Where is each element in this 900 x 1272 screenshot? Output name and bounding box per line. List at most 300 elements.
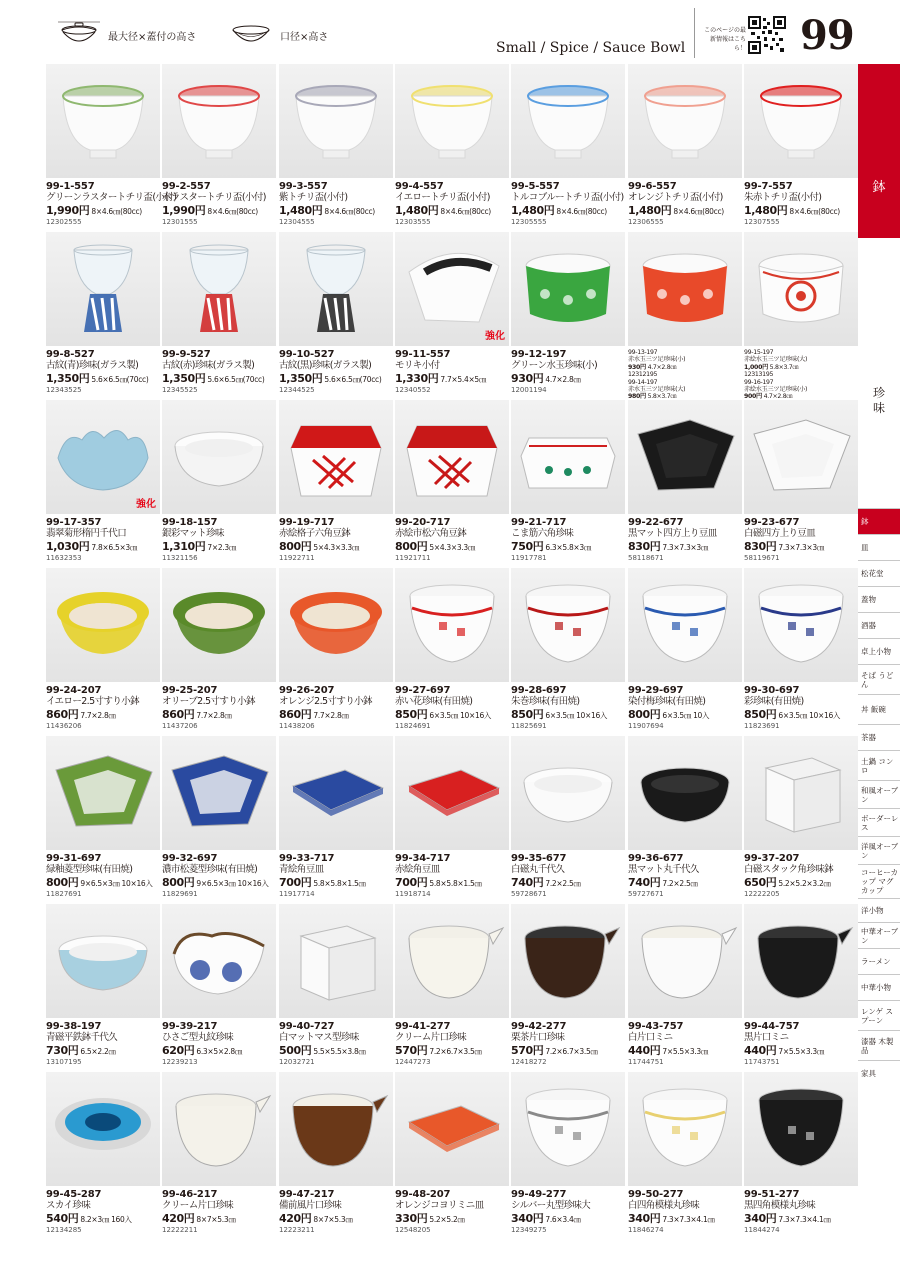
product-card[interactable] xyxy=(395,904,509,1080)
product-info xyxy=(46,1021,162,1068)
sidebar-nav-item-1[interactable]: 皿 xyxy=(858,534,900,560)
product-info xyxy=(511,181,627,228)
product-card[interactable] xyxy=(279,232,393,408)
product-photo[interactable] xyxy=(511,904,625,1018)
product-price: 750円 xyxy=(511,540,544,553)
product-info xyxy=(46,1189,162,1236)
product-photo[interactable] xyxy=(46,232,160,346)
product-jan: 12032721 xyxy=(279,1058,315,1066)
product-name: ひさご型丸紋珍味 xyxy=(162,1032,234,1043)
product-card[interactable] xyxy=(46,1072,160,1248)
product-info xyxy=(162,1021,278,1068)
product-photo[interactable] xyxy=(279,400,393,514)
product-jan: 12305555 xyxy=(511,218,547,226)
product-name: 赤ラスタートチリ盃(小付) xyxy=(162,192,266,203)
product-price: 1,480円 xyxy=(744,204,788,217)
product-photo[interactable] xyxy=(162,400,276,514)
product-card[interactable] xyxy=(46,904,160,1080)
sidebar-nav-item-6[interactable]: そば うどん xyxy=(858,664,900,694)
product-size: 5.2×5.2㎝ xyxy=(429,1215,465,1224)
product-code: 99-40-727 xyxy=(279,1021,335,1032)
product-card[interactable] xyxy=(511,736,625,912)
sidebar-nav-item-4[interactable]: 酒器 xyxy=(858,612,900,638)
product-photo[interactable] xyxy=(162,568,276,682)
product-photo[interactable] xyxy=(628,64,742,178)
product-photo[interactable] xyxy=(46,64,160,178)
product-code: 99-42-277 xyxy=(511,1021,567,1032)
product-code: 99-26-207 xyxy=(279,685,335,696)
product-card[interactable] xyxy=(511,232,625,408)
product-code: 99-34-717 xyxy=(395,853,451,864)
product-name: 赤い花珍味(有田焼) xyxy=(395,696,473,707)
product-card[interactable] xyxy=(511,568,625,744)
sidebar-nav-item-17[interactable]: 中華小物 xyxy=(858,974,900,1000)
product-photo[interactable] xyxy=(628,568,742,682)
product-card[interactable] xyxy=(511,64,625,240)
product-info xyxy=(46,517,162,564)
sidebar-nav-item-5[interactable]: 卓上小物 xyxy=(858,638,900,664)
section-title: Small / Spice / Sauce Bowl xyxy=(496,40,686,56)
product-jan: 12447273 xyxy=(395,1058,431,1066)
product-info xyxy=(395,1189,511,1236)
product-info xyxy=(511,517,627,564)
reinforced-badge: 強化 xyxy=(485,331,505,342)
variant-code: 99-14-197 xyxy=(628,378,658,386)
product-info xyxy=(46,685,162,732)
product-info xyxy=(279,1189,395,1236)
reinforced-badge: 強化 xyxy=(136,499,156,510)
sidebar-nav-item-20[interactable]: 家具 xyxy=(858,1060,900,1086)
product-info xyxy=(744,1021,860,1068)
product-jan: 11437206 xyxy=(162,722,198,730)
product-jan: 12306555 xyxy=(628,218,664,226)
bowl-illustration xyxy=(279,1072,393,1186)
product-price: 850円 xyxy=(511,708,544,721)
product-name: 黒片口ミニ xyxy=(744,1032,789,1043)
product-price: 830円 xyxy=(628,540,661,553)
product-size: 5.8×5.8×1.5㎝ xyxy=(429,879,482,888)
bowl-illustration xyxy=(395,400,509,514)
product-code: 99-38-197 xyxy=(46,1021,102,1032)
product-card[interactable] xyxy=(511,400,625,576)
product-card[interactable] xyxy=(46,400,160,576)
bowl-illustration xyxy=(162,64,276,178)
sidebar-nav-item-3[interactable]: 蓋物 xyxy=(858,586,900,612)
product-photo[interactable] xyxy=(744,1072,858,1186)
product-code: 99-46-217 xyxy=(162,1189,218,1200)
product-code: 99-36-677 xyxy=(628,853,684,864)
product-info xyxy=(628,1189,744,1236)
product-card[interactable] xyxy=(628,736,742,912)
product-photo[interactable] xyxy=(744,904,858,1018)
product-code: 99-9-527 xyxy=(162,349,211,360)
sidebar-nav-item-12[interactable]: 洋風オーブン xyxy=(858,836,900,864)
product-card[interactable] xyxy=(744,1072,858,1248)
product-size: 7.2×6.7×3.5㎝ xyxy=(545,1047,598,1056)
product-photo[interactable] xyxy=(744,568,858,682)
product-card[interactable] xyxy=(162,904,276,1080)
product-info xyxy=(162,349,278,396)
product-card[interactable] xyxy=(279,1072,393,1248)
product-name: クリーム片口珍味 xyxy=(162,1200,234,1211)
product-photo[interactable] xyxy=(511,64,625,178)
product-size: 5.6×6.5㎝(70cc) xyxy=(324,375,382,384)
product-code: 99-24-207 xyxy=(46,685,102,696)
product-name: こま筋六角珍味 xyxy=(511,528,574,539)
product-photo[interactable] xyxy=(162,232,276,346)
product-photo[interactable] xyxy=(279,64,393,178)
product-photo[interactable] xyxy=(511,400,625,514)
product-photo[interactable] xyxy=(628,1072,742,1186)
product-photo[interactable] xyxy=(395,904,509,1018)
product-price: 800円 xyxy=(162,876,195,889)
product-price: 570円 xyxy=(511,1044,544,1057)
product-photo[interactable] xyxy=(46,904,160,1018)
product-jan: 12222205 xyxy=(744,890,780,898)
product-code: 99-43-757 xyxy=(628,1021,684,1032)
bowl-illustration xyxy=(162,232,276,346)
product-code: 99-4-557 xyxy=(395,181,444,192)
sidebar-nav-item-0[interactable]: 鉢 xyxy=(858,508,900,534)
product-card[interactable] xyxy=(279,736,393,912)
product-card[interactable] xyxy=(279,64,393,240)
sidebar-nav-item-18[interactable]: レンゲ スプーン xyxy=(858,1000,900,1030)
product-size: 7.3×7.3×3㎝ xyxy=(778,543,825,552)
product-card[interactable] xyxy=(46,232,160,408)
product-card[interactable] xyxy=(395,1072,509,1248)
product-code: 99-11-557 xyxy=(395,349,451,360)
product-name: 白四角模様丸珍味 xyxy=(628,1200,700,1211)
product-card[interactable] xyxy=(628,232,742,408)
product-size: 8×4.6㎝(80cc) xyxy=(556,207,607,216)
product-photo[interactable] xyxy=(395,64,509,178)
product-card[interactable] xyxy=(744,64,858,240)
product-name: 古紋(黒)珍味(ガラス製) xyxy=(279,360,372,371)
product-name: シルバー丸型珍味大 xyxy=(511,1200,591,1211)
product-photo[interactable] xyxy=(744,64,858,178)
product-jan: 12343525 xyxy=(46,386,82,394)
product-price: 420円 xyxy=(162,1212,195,1225)
sidebar-nav-item-19[interactable]: 漆器 木製品 xyxy=(858,1030,900,1060)
product-size: 5×4.3×3.3㎝ xyxy=(429,543,476,552)
product-card[interactable] xyxy=(628,904,742,1080)
product-jan: 12304555 xyxy=(279,218,315,226)
bowl-illustration xyxy=(279,400,393,514)
product-photo[interactable] xyxy=(395,736,509,850)
product-card[interactable] xyxy=(279,568,393,744)
bowl-illustration xyxy=(744,904,858,1018)
bowl-illustration xyxy=(744,568,858,682)
product-size: 5.6×6.5㎝(70cc) xyxy=(207,375,265,384)
product-photo[interactable] xyxy=(162,736,276,850)
product-photo[interactable] xyxy=(46,400,160,514)
product-photo[interactable] xyxy=(279,568,393,682)
product-name: 古紋(赤)珍味(ガラス製) xyxy=(162,360,255,371)
product-price: 1,030円 xyxy=(46,540,90,553)
product-name: 白片口ミニ xyxy=(628,1032,673,1043)
product-card[interactable] xyxy=(628,400,742,576)
subcategory-label: 珍 味 xyxy=(872,386,885,415)
product-info xyxy=(395,517,511,564)
product-code: 99-33-717 xyxy=(279,853,335,864)
product-price: 740円 xyxy=(511,876,544,889)
product-photo[interactable] xyxy=(628,232,742,346)
product-info xyxy=(279,349,395,396)
product-price: 800円 xyxy=(395,540,428,553)
product-code: 99-3-557 xyxy=(279,181,328,192)
product-name: クリーム片口珍味 xyxy=(395,1032,467,1043)
product-card[interactable] xyxy=(395,400,509,576)
product-name: 黒マット丸千代久 xyxy=(628,864,699,875)
product-info xyxy=(628,853,744,900)
product-name: トルコブルートチリ盃(小付) xyxy=(511,192,624,203)
variant-size: 4.7×2.8㎝ xyxy=(647,363,677,371)
variant-jan: 12313195 xyxy=(744,371,774,379)
product-info xyxy=(162,517,278,564)
bowl-illustration xyxy=(46,904,160,1018)
bowl-illustration xyxy=(46,568,160,682)
bowl-illustration xyxy=(46,64,160,178)
product-photo[interactable] xyxy=(162,64,276,178)
bowl-illustration xyxy=(628,64,742,178)
product-jan: 11321156 xyxy=(162,554,198,562)
product-photo[interactable] xyxy=(744,736,858,850)
product-size: 7.7×2.8㎝ xyxy=(196,711,232,720)
product-photo[interactable] xyxy=(744,400,858,514)
qr-label: このページの最新情報はこちら！ xyxy=(704,27,746,52)
product-photo[interactable] xyxy=(511,232,625,346)
product-photo[interactable] xyxy=(395,232,509,346)
product-photo[interactable] xyxy=(279,736,393,850)
sidebar-nav-item-14[interactable]: 洋小物 xyxy=(858,898,900,922)
sidebar-nav-item-8[interactable]: 茶器 xyxy=(858,724,900,750)
bowl-illustration xyxy=(628,232,742,346)
product-code: 99-44-757 xyxy=(744,1021,800,1032)
bowl-icon xyxy=(226,20,276,50)
product-photo[interactable] xyxy=(395,568,509,682)
page-number: 99 xyxy=(800,12,854,59)
product-code: 99-17-357 xyxy=(46,517,102,528)
product-card[interactable] xyxy=(511,904,625,1080)
bowl-illustration xyxy=(511,1072,625,1186)
product-name: 濃市松菱型珍味(有田焼) xyxy=(162,864,258,875)
bowl-illustration xyxy=(628,1072,742,1186)
product-price: 440円 xyxy=(744,1044,777,1057)
variant-name: 赤絵水玉三ツ足珍味(小) xyxy=(744,386,808,394)
product-price: 850円 xyxy=(744,708,777,721)
product-name: オリーブ2.5寸すり小鉢 xyxy=(162,696,255,707)
product-code: 99-23-677 xyxy=(744,517,800,528)
bowl-illustration xyxy=(628,568,742,682)
product-size: 6×3.5㎝ xyxy=(429,711,459,720)
product-qty: 160入 xyxy=(111,1215,132,1224)
product-name: 栗茶片口珍味 xyxy=(511,1032,565,1043)
sidebar-nav-item-10[interactable]: 和風オーブン xyxy=(858,780,900,808)
product-code: 99-22-677 xyxy=(628,517,684,528)
product-card[interactable] xyxy=(279,904,393,1080)
product-size: 6.3×5×2.8㎝ xyxy=(196,1047,243,1056)
product-card[interactable] xyxy=(46,568,160,744)
product-name: オレンジ2.5寸すり小鉢 xyxy=(279,696,372,707)
product-size: 6.3×5.8×3㎝ xyxy=(545,543,592,552)
bowl-illustration xyxy=(511,568,625,682)
product-photo[interactable] xyxy=(279,1072,393,1186)
product-photo[interactable] xyxy=(511,1072,625,1186)
product-info xyxy=(628,685,744,732)
bowl-illustration xyxy=(744,64,858,178)
product-card[interactable] xyxy=(395,64,509,240)
sidebar-category-tab[interactable] xyxy=(858,64,900,238)
product-size: 6.5×2.2㎝ xyxy=(80,1047,116,1056)
product-card[interactable] xyxy=(162,1072,276,1248)
product-photo[interactable] xyxy=(511,736,625,850)
product-size: 7×5.5×3.3㎝ xyxy=(778,1047,825,1056)
product-info xyxy=(395,181,511,228)
product-price: 440円 xyxy=(628,1044,661,1057)
sidebar-nav-item-13[interactable]: コーヒーカップ マグカップ xyxy=(858,864,900,898)
product-code: 99-20-717 xyxy=(395,517,451,528)
product-photo[interactable] xyxy=(162,904,276,1018)
sidebar-nav-item-9[interactable]: 土鍋 コンロ xyxy=(858,750,900,780)
product-photo[interactable] xyxy=(628,400,742,514)
product-card[interactable] xyxy=(744,736,858,912)
product-jan: 12344525 xyxy=(279,386,315,394)
product-jan: 12001194 xyxy=(511,386,547,394)
product-photo[interactable] xyxy=(395,1072,509,1186)
product-price: 830円 xyxy=(744,540,777,553)
bowl-illustration xyxy=(395,1072,509,1186)
product-price: 1,990円 xyxy=(46,204,90,217)
bowl-illustration xyxy=(395,736,509,850)
product-card[interactable] xyxy=(395,568,509,744)
product-photo[interactable] xyxy=(46,568,160,682)
product-name: 黒四角模様丸珍味 xyxy=(744,1200,816,1211)
product-card[interactable] xyxy=(162,64,276,240)
sidebar-nav-item-11[interactable]: ボーダーレス xyxy=(858,808,900,836)
product-jan: 11743751 xyxy=(744,1058,780,1066)
product-photo[interactable] xyxy=(511,568,625,682)
product-price: 1,350円 xyxy=(162,372,206,385)
product-name: オレンジコヨリミニ皿 xyxy=(395,1200,484,1211)
product-photo[interactable] xyxy=(744,232,858,346)
product-size: 5.2×5.2×3.2㎝ xyxy=(778,879,831,888)
product-size: 9×6.5×3㎝ xyxy=(80,879,120,888)
product-card[interactable] xyxy=(395,736,509,912)
qr-code-icon[interactable] xyxy=(748,16,786,54)
product-card[interactable] xyxy=(46,736,160,912)
product-photo[interactable] xyxy=(628,904,742,1018)
product-price: 730円 xyxy=(46,1044,79,1057)
product-size: 8×4.6㎝(80cc) xyxy=(324,207,375,216)
variant-jan: 12312195 xyxy=(628,371,658,379)
product-card[interactable] xyxy=(744,232,858,408)
product-name: イエロートチリ盃(小付) xyxy=(395,192,490,203)
variant-size: 4.7×2.8㎝ xyxy=(763,393,793,401)
product-jan: 12307555 xyxy=(744,218,780,226)
product-photo[interactable] xyxy=(628,736,742,850)
product-photo[interactable] xyxy=(46,736,160,850)
product-price: 420円 xyxy=(279,1212,312,1225)
product-jan: 12301555 xyxy=(162,218,198,226)
product-card[interactable] xyxy=(162,232,276,408)
product-card[interactable] xyxy=(162,400,276,576)
product-size: 6×3.5㎝ xyxy=(662,711,692,720)
product-price: 1,350円 xyxy=(279,372,323,385)
product-size: 8×4.6㎝(80cc) xyxy=(207,207,258,216)
product-info xyxy=(744,181,860,228)
product-code: 99-10-527 xyxy=(279,349,335,360)
product-jan: 12418272 xyxy=(511,1058,547,1066)
product-card[interactable] xyxy=(162,736,276,912)
product-card[interactable] xyxy=(628,1072,742,1248)
product-price: 1,480円 xyxy=(279,204,323,217)
product-name: 朱巻珍味(有田焼) xyxy=(511,696,580,707)
product-card[interactable] xyxy=(511,1072,625,1248)
product-price: 650円 xyxy=(744,876,777,889)
variant-name: 赤絵水玉三ツ足珍味(大) xyxy=(744,356,808,364)
product-name: 青絵角豆皿 xyxy=(279,864,324,875)
product-photo[interactable] xyxy=(279,232,393,346)
sidebar-nav-item-7[interactable]: 丼 飯碗 xyxy=(858,694,900,724)
variant-code: 99-16-197 xyxy=(744,378,774,386)
sidebar-category-label: 鉢 xyxy=(872,180,886,195)
product-card[interactable] xyxy=(46,64,177,240)
product-name: 紫トチリ盃(小付) xyxy=(279,192,348,203)
product-card[interactable] xyxy=(395,232,509,408)
product-size: 7.8×6.5×3㎝ xyxy=(91,543,138,552)
product-info xyxy=(395,1021,511,1068)
product-size: 7.2×2.5㎝ xyxy=(662,879,698,888)
product-jan: 12340552 xyxy=(395,386,431,394)
product-price: 1,310円 xyxy=(162,540,206,553)
product-photo[interactable] xyxy=(395,400,509,514)
product-card[interactable] xyxy=(744,400,858,576)
product-code: 99-19-717 xyxy=(279,517,335,528)
product-card[interactable] xyxy=(279,400,393,576)
product-size: 8×4.6㎝(80cc) xyxy=(440,207,491,216)
sidebar-nav-item-15[interactable]: 中華オーブン xyxy=(858,922,900,948)
product-jan: 12239213 xyxy=(162,1058,198,1066)
product-photo[interactable] xyxy=(279,904,393,1018)
product-qty: 10×16入 xyxy=(460,711,492,720)
sidebar-nav-item-2[interactable]: 松花堂 xyxy=(858,560,900,586)
legend-lid xyxy=(54,20,196,50)
product-card[interactable] xyxy=(628,64,742,240)
product-card[interactable] xyxy=(744,568,858,744)
product-photo[interactable] xyxy=(46,1072,160,1186)
product-name: 赤絵格子六角豆鉢 xyxy=(279,528,351,539)
product-name: グリーン水玉珍味(小) xyxy=(511,360,598,371)
sidebar-nav-item-16[interactable]: ラーメン xyxy=(858,948,900,974)
product-photo[interactable] xyxy=(162,1072,276,1186)
variant-code: 99-13-197 xyxy=(628,349,658,356)
product-qty: 10×16入 xyxy=(809,711,841,720)
product-info xyxy=(162,853,278,900)
variant-name: 赤水玉三ツ足珍味(大) xyxy=(628,386,686,394)
product-card[interactable] xyxy=(628,568,742,744)
product-price: 1,480円 xyxy=(511,204,555,217)
product-price: 860円 xyxy=(279,708,312,721)
product-card[interactable] xyxy=(744,904,858,1080)
product-name: 朱赤トチリ盃(小付) xyxy=(744,192,822,203)
legend-bowl-text: 口径×高さ xyxy=(280,31,329,43)
product-info xyxy=(511,349,627,396)
product-card[interactable] xyxy=(162,568,276,744)
product-code: 99-32-697 xyxy=(162,853,218,864)
bowl-illustration xyxy=(279,232,393,346)
legend-lid-text: 最大径×蓋付の高さ xyxy=(108,31,197,43)
product-code: 99-28-697 xyxy=(511,685,567,696)
